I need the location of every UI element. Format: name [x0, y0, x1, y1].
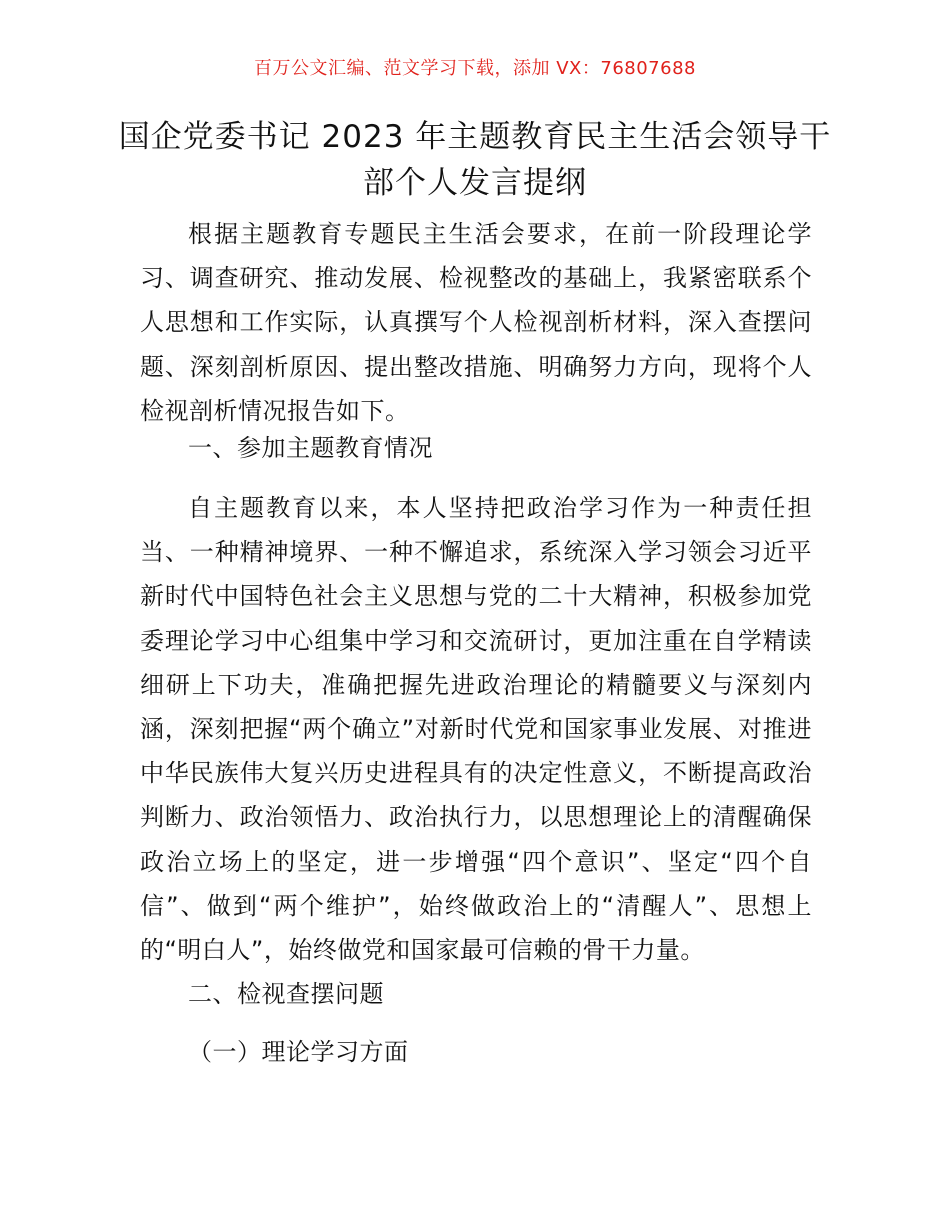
subsection-heading-1: （一）理论学习方面 [188, 1038, 409, 1066]
section-1-paragraph: 自主题教育以来，本人坚持把政治学习作为一种责任担当、一种精神境界、一种不懈追求，系统深入学习领会习近平新时代中国特色社会主义思想与党的二十大精神，积极参加党委理论学习中心组集中学习和交流研讨，更加注重在自学精读细研上下功夫，准确把握先进政治理论的精髓要义与深刻内涵，深刻把握“两个确立”对新时代党和国家事业发展、对推进中华民族伟大复兴历史进程具有的决定性意义，不断提高政治判断力、政治领悟力、政治执行力，以思想理论上的清醒确保政治立场上的坚定，进一步增强“四个意识”、坚定“四个自信”、做到“两个维护”，始终做政治上的“清醒人”、思想上的“明白人”，始终做党和国家最可信赖的骨干力量。 [140, 494, 812, 965]
section-heading-2: 二、检视查摆问题 [188, 980, 384, 1008]
header-banner: 百万公文汇编、范文学习下载，添加 VX：76807688 [254, 58, 696, 79]
intro-paragraph: 根据主题教育专题民主生活会要求，在前一阶段理论学习、调查研究、推动发展、检视整改的基础上，我紧密联系个人思想和工作实际，认真撰写个人检视剖析材料，深入查摆问题、深刻剖析原因、提出整改措施、明确努力方向，现将个人检视剖析情况报告如下。 [140, 220, 812, 425]
section-heading-1: 一、参加主题教育情况 [188, 434, 433, 462]
document-title: 国企党委书记 2023 年主题教育民主生活会领导干部个人发言提纲 [118, 119, 832, 201]
